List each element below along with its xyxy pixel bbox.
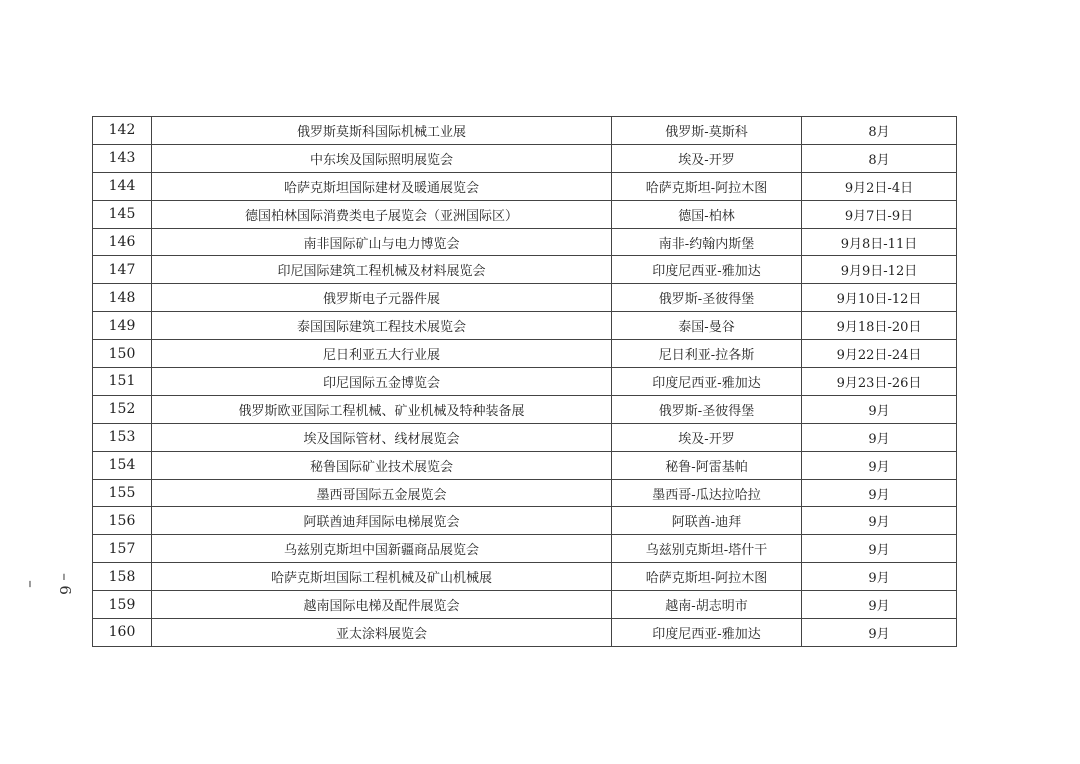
- exhibition-name: 南非国际矿山与电力博览会: [152, 228, 612, 256]
- exhibition-table: [92, 116, 957, 647]
- table-row: [93, 340, 957, 368]
- table-row: [93, 395, 957, 423]
- table-row: [93, 535, 957, 563]
- row-number: 160: [93, 619, 152, 647]
- exhibition-name: 俄罗斯莫斯科国际机械工业展: [152, 117, 612, 145]
- exhibition-location: 阿联酋-迪拜: [612, 507, 802, 535]
- row-number: 142: [93, 117, 152, 145]
- exhibition-name: 泰国国际建筑工程技术展览会: [152, 312, 612, 340]
- exhibition-name: 亚太涂料展览会: [152, 619, 612, 647]
- exhibition-date: 8月: [802, 117, 957, 145]
- exhibition-date: 9月8日-11日: [802, 228, 957, 256]
- exhibition-location: 墨西哥-瓜达拉哈拉: [612, 479, 802, 507]
- table-row: [93, 507, 957, 535]
- exhibition-date: 9月10日-12日: [802, 284, 957, 312]
- row-number: 144: [93, 172, 152, 200]
- exhibition-location: 乌兹别克斯坦-塔什干: [612, 535, 802, 563]
- exhibition-location: 哈萨克斯坦-阿拉木图: [612, 563, 802, 591]
- exhibition-location: 哈萨克斯坦-阿拉木图: [612, 172, 802, 200]
- exhibition-name: 阿联酋迪拜国际电梯展览会: [152, 507, 612, 535]
- table-row: [93, 172, 957, 200]
- row-number: 152: [93, 395, 152, 423]
- row-number: 149: [93, 312, 152, 340]
- exhibition-date: 8月: [802, 144, 957, 172]
- exhibition-name: 秘鲁国际矿业技术展览会: [152, 451, 612, 479]
- row-number: 153: [93, 423, 152, 451]
- exhibition-location: 德国-柏林: [612, 200, 802, 228]
- exhibition-date: 9月2日-4日: [802, 172, 957, 200]
- row-number: 146: [93, 228, 152, 256]
- exhibition-location: 越南-胡志明市: [612, 591, 802, 619]
- table-body: [93, 117, 957, 647]
- exhibition-name: 墨西哥国际五金展览会: [152, 479, 612, 507]
- row-number: 158: [93, 563, 152, 591]
- exhibition-name: 哈萨克斯坦国际建材及暖通展览会: [152, 172, 612, 200]
- exhibition-location: 埃及-开罗: [612, 144, 802, 172]
- exhibition-date: 9月: [802, 479, 957, 507]
- exhibition-location: 泰国-曼谷: [612, 312, 802, 340]
- table-row: [93, 200, 957, 228]
- exhibition-name: 俄罗斯欧亚国际工程机械、矿业机械及特种装备展: [152, 395, 612, 423]
- exhibition-name: 印尼国际建筑工程机械及材料展览会: [152, 256, 612, 284]
- table-row: [93, 284, 957, 312]
- table-row: [93, 256, 957, 284]
- row-number: 156: [93, 507, 152, 535]
- exhibition-name: 乌兹别克斯坦中国新疆商品展览会: [152, 535, 612, 563]
- row-number: 143: [93, 144, 152, 172]
- exhibition-date: 9月23日-26日: [802, 368, 957, 396]
- exhibition-location: 印度尼西亚-雅加达: [612, 368, 802, 396]
- exhibition-date: 9月: [802, 619, 957, 647]
- table-row: [93, 451, 957, 479]
- row-number: 150: [93, 340, 152, 368]
- exhibition-date: 9月: [802, 423, 957, 451]
- exhibition-location: 印度尼西亚-雅加达: [612, 256, 802, 284]
- table-row: [93, 368, 957, 396]
- exhibition-location: 尼日利亚-拉各斯: [612, 340, 802, 368]
- row-number: 147: [93, 256, 152, 284]
- row-number: 157: [93, 535, 152, 563]
- exhibition-location: 秘鲁-阿雷基帕: [612, 451, 802, 479]
- row-number: 155: [93, 479, 152, 507]
- exhibition-name: 德国柏林国际消费类电子展览会（亚洲国际区）: [152, 200, 612, 228]
- exhibition-name: 俄罗斯电子元器件展: [152, 284, 612, 312]
- exhibition-date: 9月: [802, 535, 957, 563]
- exhibition-location: 印度尼西亚-雅加达: [612, 619, 802, 647]
- exhibition-name: 中东埃及国际照明展览会: [152, 144, 612, 172]
- table-row: [93, 591, 957, 619]
- row-number: 145: [93, 200, 152, 228]
- table-row: [93, 479, 957, 507]
- exhibition-location: 俄罗斯-圣彼得堡: [612, 284, 802, 312]
- table-row: [93, 563, 957, 591]
- table-row: [93, 228, 957, 256]
- exhibition-name: 哈萨克斯坦国际工程机械及矿山机械展: [152, 563, 612, 591]
- exhibition-location: 南非-约翰内斯堡: [612, 228, 802, 256]
- exhibition-date: 9月: [802, 563, 957, 591]
- table-row: [93, 117, 957, 145]
- exhibition-name: 埃及国际管材、线材展览会: [152, 423, 612, 451]
- exhibition-date: 9月18日-20日: [802, 312, 957, 340]
- exhibition-date: 9月: [802, 591, 957, 619]
- exhibition-location: 俄罗斯-圣彼得堡: [612, 395, 802, 423]
- exhibition-date: 9月: [802, 395, 957, 423]
- row-number: 151: [93, 368, 152, 396]
- table-row: [93, 423, 957, 451]
- table-row: [93, 312, 957, 340]
- exhibition-location: 埃及-开罗: [612, 423, 802, 451]
- exhibition-date: 9月22日-24日: [802, 340, 957, 368]
- exhibition-name: 印尼国际五金博览会: [152, 368, 612, 396]
- exhibition-date: 9月9日-12日: [802, 256, 957, 284]
- exhibition-date: 9月: [802, 451, 957, 479]
- exhibition-date: 9月7日-9日: [802, 200, 957, 228]
- exhibition-date: 9月: [802, 507, 957, 535]
- exhibition-location: 俄罗斯-莫斯科: [612, 117, 802, 145]
- exhibition-name: 尼日利亚五大行业展: [152, 340, 612, 368]
- row-number: 148: [93, 284, 152, 312]
- row-number: 154: [93, 451, 152, 479]
- row-number: 159: [93, 591, 152, 619]
- page-number: – 6 –: [22, 573, 74, 595]
- exhibition-name: 越南国际电梯及配件展览会: [152, 591, 612, 619]
- table-row: [93, 144, 957, 172]
- table-row: [93, 619, 957, 647]
